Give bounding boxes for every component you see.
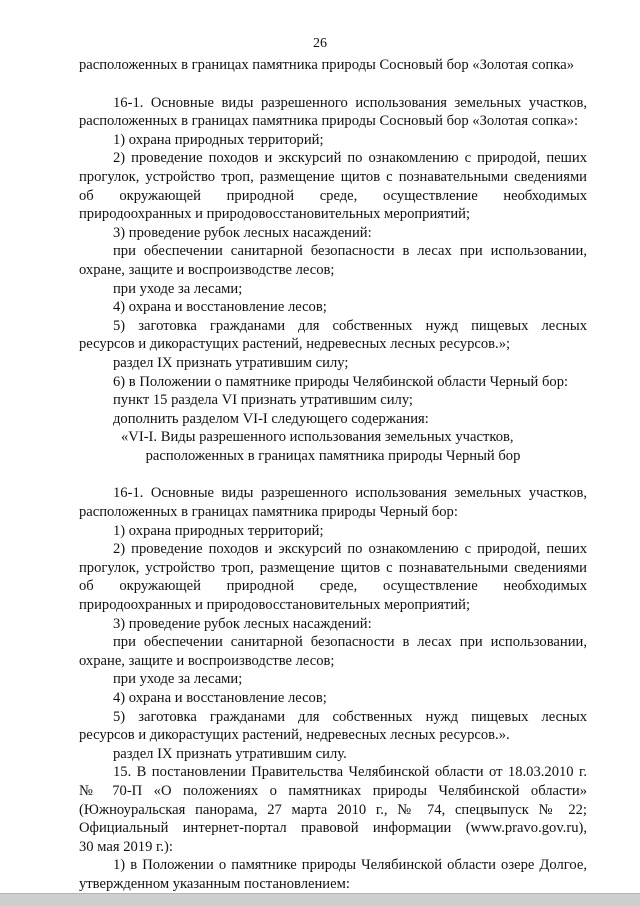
text-line: 6) в Положении о памятнике природы Челябинской области Черный бор: [113,373,569,390]
text-line: 5) заготовка гражданами для собственных нужд пищевых лесных [113,708,587,725]
paragraph-gap [79,75,587,94]
text-line: дополнить разделом VI-I следующего содержания: [113,410,429,427]
text-line: пункт 15 раздела VI признать утратившим силу; [113,392,413,409]
text-line: 2) проведение походов и экскурсий по ознакомлению с природой, пеших [113,150,587,167]
text-line: 1) охрана природных территорий; [113,522,324,539]
text-line: утвержденном указанным постановлением: [79,875,350,892]
text-line: Официальный интернет-портал правовой информации (www.pravo.gov.ru), [79,820,587,837]
text-line: 30 мая 2019 г.): [79,838,173,855]
text-line: (Южноуральская панорама, 27 марта 2010 г., № 74, спецвыпуск № 22; [79,801,587,818]
text-line: 3) проведение рубок лесных насаждений: [113,224,372,241]
text-line: природоохранных и природовосстановительных мероприятий; [79,206,471,223]
paragraph-gap [79,465,587,484]
text-line: расположенных в границах памятника природы Сосновый бор «Золотая сопка» [79,57,574,73]
text-line: 1) в Положении о памятнике природы Челябинской области озере Долгое, [113,857,587,874]
text-line: охране, защите и воспроизводстве лесов; [79,652,335,669]
text-line: 15. В постановлении Правительства Челябинской области от 18.03.2010 г. [113,764,587,781]
text-line: природоохранных и природовосстановительных мероприятий; [79,597,471,614]
text-line: об окружающей природной среде, осуществление необходимых [79,187,587,204]
section-heading-line: расположенных в границах памятника природы Черный бор [145,447,521,464]
text-line: 1) охрана природных территорий; [113,131,324,148]
scan-edge-band [0,893,640,906]
text-line: ресурсов и дикорастущих растений, недревесных лесных ресурсов.»; [79,336,511,353]
text-line: при обеспечении санитарной безопасности в лесах при использовании, [113,634,587,651]
text-line: 4) охрана и восстановление лесов; [113,299,327,316]
text-line: охране, защите и воспроизводстве лесов; [79,261,335,278]
text-line: расположенных в границах памятника природы Сосновый бор «Золотая сопка»: [79,113,579,130]
text-line: раздел IX признать утратившим силу; [113,354,349,371]
text-line: при обеспечении санитарной безопасности в лесах при использовании, [113,243,587,260]
text-line: 16-1. Основные виды разрешенного использования земельных участков, [113,94,587,111]
text-line: 4) охрана и восстановление лесов; [113,690,327,706]
text-line: расположенных в границах памятника природы Черный бор: [79,504,458,521]
text-line: раздел IX признать утратившим силу. [113,745,347,762]
page-number: 26 [313,36,327,51]
text-line: 3) проведение рубок лесных насаждений: [113,615,372,632]
text-line: прогулок, устройство троп, размещение щитов с познавательными сведениями [79,168,587,185]
text-line: при уходе за лесами; [113,280,243,297]
text-line: ресурсов и дикорастущих растений, недревесных лесных ресурсов.». [79,727,510,744]
text-line: прогулок, устройство троп, размещение щитов с познавательными сведениями [79,559,587,576]
text-line: при уходе за лесами; [113,671,243,688]
section-heading-line: «VI-I. Виды разрешенного использования земельных участков, [121,429,514,446]
text-line: 2) проведение походов и экскурсий по ознакомлению с природой, пеших [113,541,587,558]
text-line: 5) заготовка гражданами для собственных нужд пищевых лесных [113,317,587,334]
text-line: № 70-П «О положениях о памятниках природы Челябинской области» [79,782,587,799]
text-line: 16-1. Основные виды разрешенного использования земельных участков, [113,485,587,502]
text-line: об окружающей природной среде, осуществление необходимых [79,578,587,595]
document-body [79,56,587,894]
